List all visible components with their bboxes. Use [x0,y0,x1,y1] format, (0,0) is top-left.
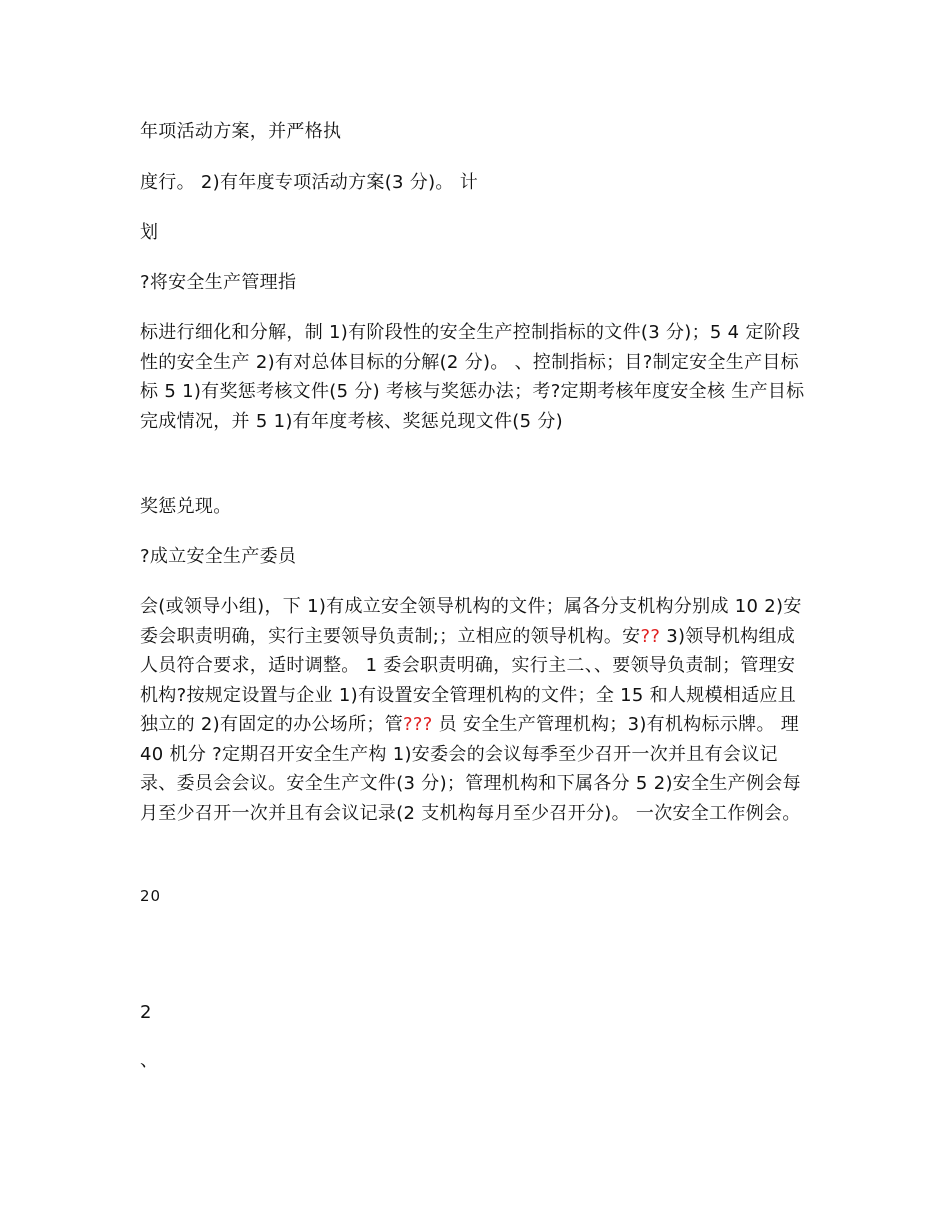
paragraph-5: 标进行细化和分解，制 1)有阶段性的安全生产控制指标的文件(3 分)；5 4 定阶段性的安全生产 2)有对总体目标的分解(2 分)。 、控制指标；目?制定安全生产目标标 5 1)有奖惩考核文件(5 分) 考核与奖惩办法；考?定期考核年度安全核 生产目标完成情况，并 5 1)有年度考核、奖惩兑现文件(5 分) [140,322,805,432]
section-number: 2 [140,1002,152,1023]
paragraph-2: 度行。 2)有年度专项活动方案(3 分)。 计 [140,172,479,193]
garbled-mark-1: ?? [640,625,661,647]
garbled-mark-2: ??? [403,714,433,735]
paragraph-7: ?成立安全生产委员 [140,546,297,567]
paragraph-8-text-c: 员 安全生产管理机构；3)有机构标示牌。 理 40 机分 ?定期召开安全生产构 1)安委会的会议每季至少召开一次并且有会议记录、委员会会议。安全生产文件(3 分)；管理机构和下属各分 5 2)安全生产例会每月至少召开一次并且有会议记录(2 支机构每月至少召开分)。 一次安全工作例会。 [140,714,801,824]
paragraph-8 [140,592,810,828]
paragraph-1: 年项活动方案，并严格执 [140,121,342,142]
enumeration-comma: 、 [140,1050,159,1071]
page-number-20: 20 [140,887,162,905]
paragraph-4: ?将安全生产管理指 [140,272,297,293]
paragraph-3: 划 [140,222,159,243]
paragraph-8-text-b: 3)领导机构组成人员符合要求，适时调整。 1 委会职责明确，实行主二、、要领导负责制；管理安机构?按规定设置与企业 1)有设置安全管理机构的文件；全 15 和人规模相适应且独立的 2)有固定的办公场所；管 [140,625,797,735]
paragraph-6: 奖惩兑现。 [140,496,232,517]
paragraph-8-text-a: 会(或领导小组)，下 1)有成立安全领导机构的文件；属各分支机构分别成 10 2)安委会职责明确，实行主要领导负责制;；立相应的领导机构。安 [140,596,802,647]
